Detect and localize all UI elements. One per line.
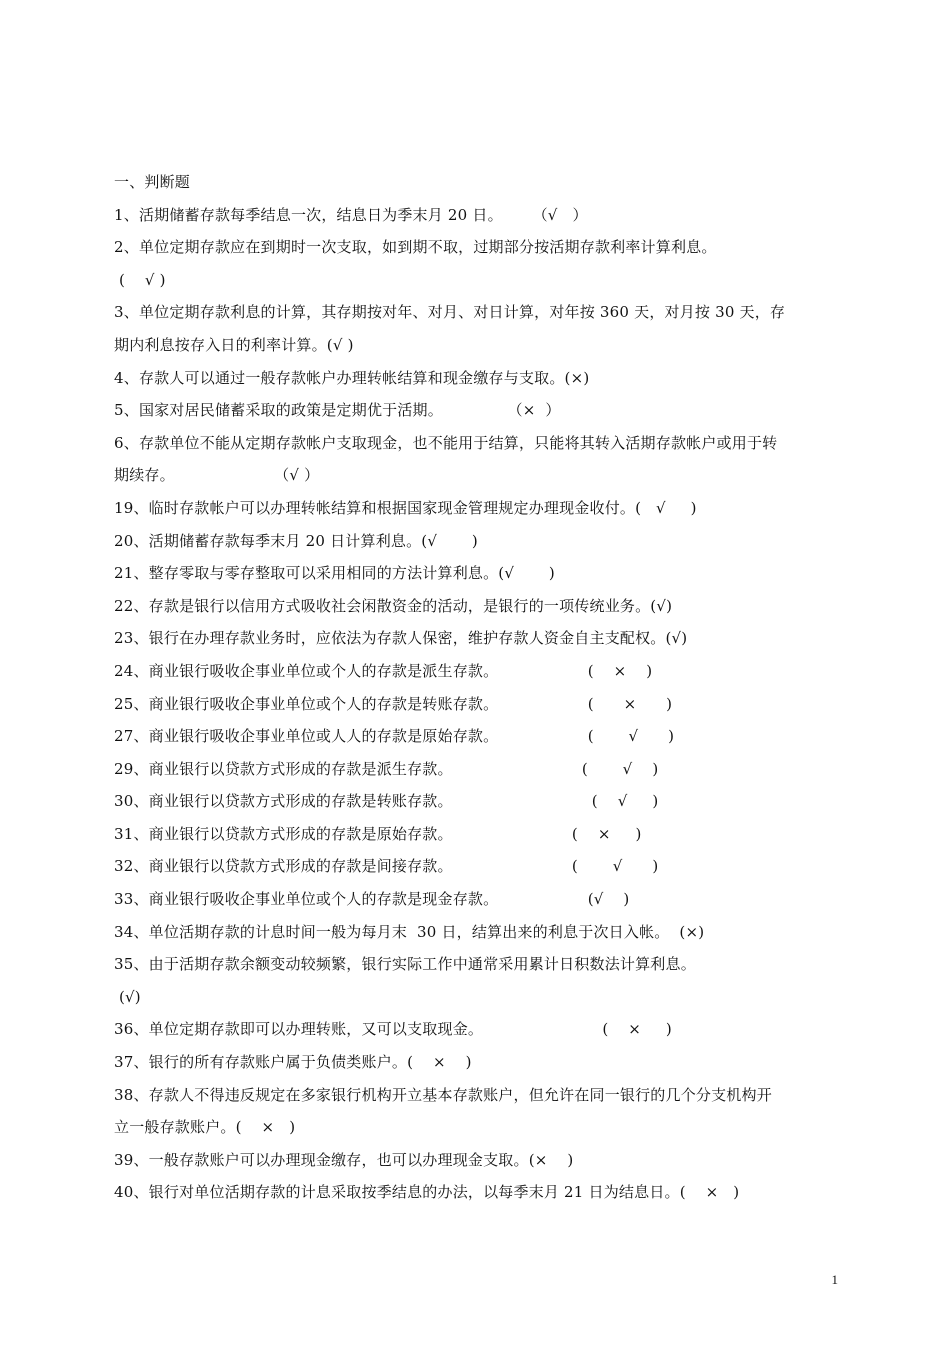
question-line: 39、一般存款账户可以办理现金缴存，也可以办理现金支取。(× ) [114,1150,574,1169]
question-line: 35、由于活期存款余额变动较频繁，银行实际工作中通常采用累计日积数法计算利息。 [114,955,696,974]
question-line: 5、国家对居民储蓄采取的政策是定期优于活期。 （× ） [114,401,561,420]
question-line: 32、商业银行以贷款方式形成的存款是间接存款。 ( √ ) [114,857,659,876]
question-line: 31、商业银行以贷款方式形成的存款是原始存款。 ( × ) [114,824,642,843]
question-line: 23、银行在办理存款业务时，应依法为存款人保密，维护存款人资金自主支配权。(√) [114,629,688,648]
question-line: 3、单位定期存款利息的计算，其存期按对年、对月、对日计算，对年按 360 天，对月按 30 天，存 [114,303,786,322]
question-line: 20、活期储蓄存款每季末月 20 日计算利息。(√ ) [114,531,478,550]
question-line: 期内利息按存入日的利率计算。(√ ) [114,335,354,354]
question-line: 25、商业银行吸收企事业单位或个人的存款是转账存款。 ( × ) [114,694,673,713]
section-title: 一、判断题 [114,173,191,191]
question-line: 24、商业银行吸收企事业单位或个人的存款是派生存款。 ( × ) [114,661,653,680]
question-line: 27、商业银行吸收企事业单位或人人的存款是原始存款。 ( √ ) [114,727,675,746]
question-line: 期续存。 （√ ） [114,466,320,485]
question-line: ( √ ) [114,270,166,289]
question-line: 6、存款单位不能从定期存款帐户支取现金，也不能用于结算，只能将其转入活期存款帐户或用于转 [114,433,778,452]
question-line: 19、临时存款帐户可以办理转帐结算和根据国家现金管理规定办理现金收付。( √ ) [114,498,697,517]
question-line: 2、单位定期存款应在到期时一次支取，如到期不取，过期部分按活期存款利率计算利息。 [114,238,717,257]
question-line: 1、活期储蓄存款每季结息一次，结息日为季末月 20 日。 （√ ） [114,205,588,224]
question-line: 36、单位定期存款即可以办理转账，又可以支取现金。 ( × ) [114,1020,672,1039]
question-line: 33、商业银行吸收企事业单位或个人的存款是现金存款。 (√ ) [114,890,630,909]
page-number: 1 [831,1272,838,1287]
question-line: 4、存款人可以通过一般存款帐户办理转帐结算和现金缴存与支取。(×) [114,368,590,387]
question-line: 37、银行的所有存款账户属于负债类账户。( × ) [114,1053,472,1072]
question-line: 22、存款是银行以信用方式吸收社会闲散资金的活动，是银行的一项传统业务。(√) [114,596,673,615]
question-line: 30、商业银行以贷款方式形成的存款是转账存款。 ( √ ) [114,792,659,811]
question-line: 40、银行对单位活期存款的计息采取按季结息的办法，以每季末月 21 日为结息日。( × ) [114,1183,740,1202]
question-line: 立一般存款账户。( × ) [114,1118,296,1137]
question-line: 38、存款人不得违反规定在多家银行机构开立基本存款账户，但允许在同一银行的几个分支机构开 [114,1085,772,1104]
question-line: 21、整存零取与零存整取可以采用相同的方法计算利息。(√ ) [114,564,555,583]
question-line: (√) [114,987,141,1006]
document-body [114,166,844,1209]
question-line: 34、单位活期存款的计息时间一般为每月末 30 日，结算出来的利息于次日入帐。 (×) [114,922,705,941]
question-line: 29、商业银行以贷款方式形成的存款是派生存款。 ( √ ) [114,759,659,778]
